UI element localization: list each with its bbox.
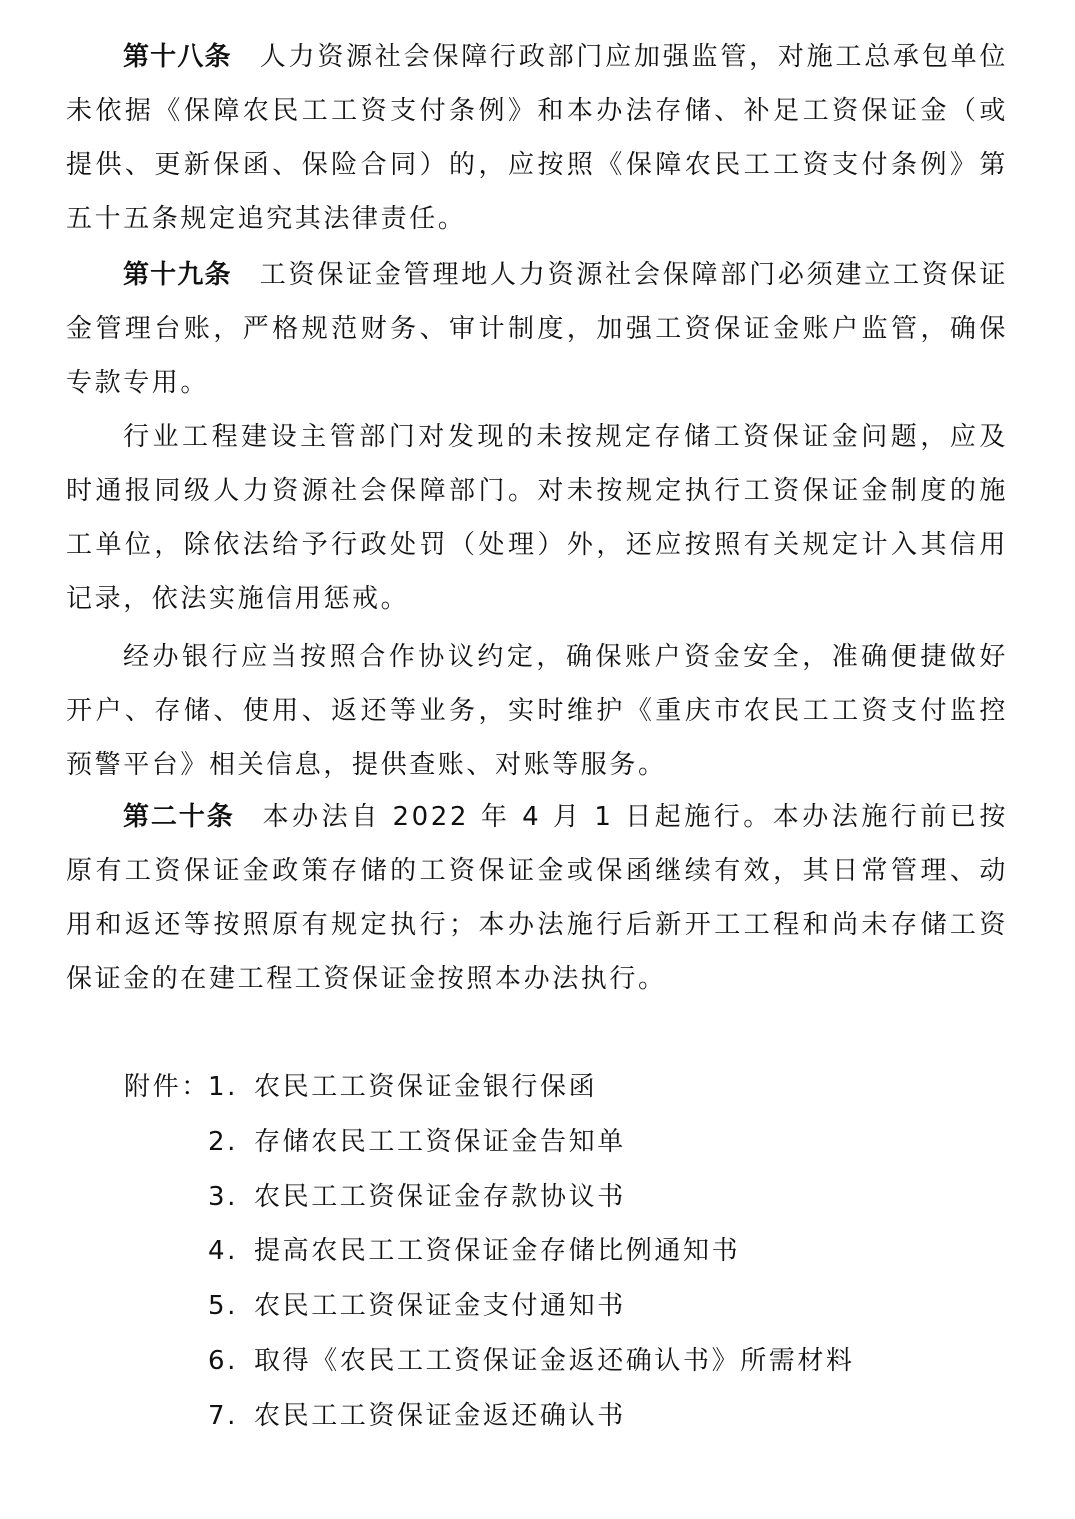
attachment-title: 存储农民工工资保证金告知单	[254, 1127, 626, 1157]
article-18	[66, 30, 1008, 246]
attachments-label: 附件：	[124, 1072, 210, 1102]
attachment-title: 农民工工资保证金返还确认书	[254, 1401, 626, 1431]
article-19	[66, 248, 1008, 410]
attachment-title: 农民工工资保证金支付通知书	[254, 1291, 626, 1321]
attachment-number: 1.	[208, 1072, 239, 1102]
attachment-number: 2.	[208, 1127, 239, 1157]
attachment-number: 7.	[208, 1401, 239, 1431]
article-body: 本办法自 2022 年 4 月 1 日起施行。本办法施行前已按原有工资保证金政策存储的工资保证金或保函继续有效，其日常管理、动用和返还等按照原有规定执行；本办法施行后新开工工程和尚未存储工资保证金的在建工程工资保证金按照本办法执行。	[66, 802, 1008, 994]
article-heading: 第十九条	[123, 260, 232, 290]
article-20	[66, 790, 1008, 1006]
attachment-number: 6.	[208, 1346, 239, 1376]
article-heading: 第十八条	[123, 42, 232, 72]
paragraph-bank	[66, 630, 1008, 792]
paragraph-text: 经办银行应当按照合作协议约定，确保账户资金安全，准确便捷做好开户、存储、使用、返还等业务，实时维护《重庆市农民工工资支付监控预警平台》相关信息，提供查账、对账等服务。	[66, 642, 1008, 780]
attachment-title: 农民工工资保证金存款协议书	[254, 1182, 626, 1212]
paragraph-text: 行业工程建设主管部门对发现的未按规定存储工资保证金问题，应及时通报同级人力资源社会保障部门。对未按规定执行工资保证金制度的施工单位，除依法给予行政处罚（处理）外，还应按照有关规定计入其信用记录，依法实施信用惩戒。	[66, 422, 1008, 614]
attachment-number: 5.	[208, 1291, 239, 1321]
article-body: 人力资源社会保障行政部门应加强监管，对施工总承包单位未依据《保障农民工工资支付条例》和本办法存储、补足工资保证金（或提供、更新保函、保险合同）的，应按照《保障农民工工资支付条例》第五十五条规定追究其法律责任。	[66, 42, 1008, 234]
paragraph-supervision	[66, 410, 1008, 626]
article-body: 工资保证金管理地人力资源社会保障部门必须建立工资保证金管理台账，严格规范财务、审计制度，加强工资保证金账户监管，确保专款专用。	[66, 260, 1008, 398]
attachment-title: 农民工工资保证金银行保函	[254, 1072, 598, 1102]
attachment-number: 4.	[208, 1236, 239, 1266]
attachment-number: 3.	[208, 1182, 239, 1212]
attachment-title: 取得《农民工工资保证金返还确认书》所需材料	[254, 1346, 855, 1376]
attachment-title: 提高农民工工资保证金存储比例通知书	[254, 1236, 741, 1266]
article-heading: 第二十条	[123, 802, 235, 832]
